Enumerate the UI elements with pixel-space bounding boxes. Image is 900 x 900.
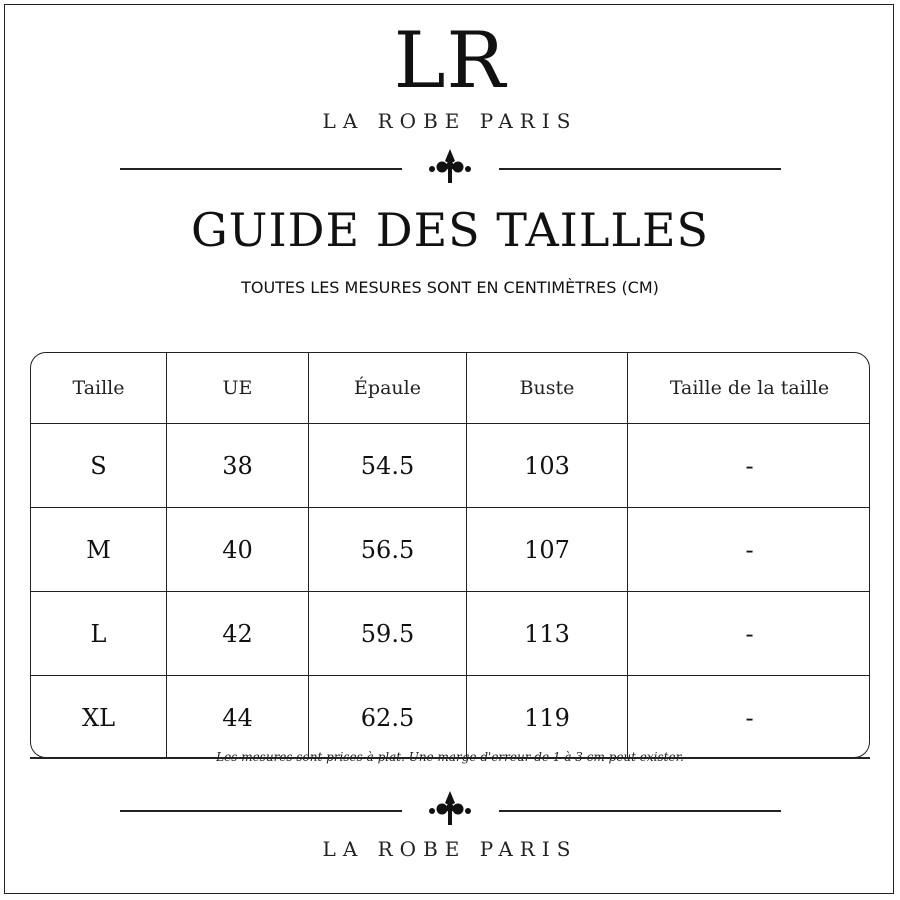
divider-line-right bbox=[499, 810, 781, 812]
divider-line-left bbox=[120, 810, 402, 812]
table-row bbox=[31, 591, 870, 675]
table-cell: 40 bbox=[166, 508, 308, 591]
table-cell: S bbox=[90, 451, 107, 480]
table-cell: L bbox=[90, 619, 107, 648]
header-cell-shoulder: Épaule bbox=[308, 353, 466, 423]
units-subtitle: TOUTES LES MESURES SONT EN CENTIMÈTRES (CM) bbox=[241, 278, 659, 297]
table-cell: 56.5 bbox=[308, 508, 466, 591]
brand-name-footer: LA ROBE PARIS bbox=[322, 837, 578, 861]
table-cell: 119 bbox=[466, 676, 627, 758]
table-cell: - bbox=[627, 592, 870, 675]
table-cell: - bbox=[627, 424, 870, 507]
header-cell-eu: UE bbox=[166, 353, 308, 423]
fleur-de-lis-icon bbox=[426, 149, 474, 189]
fleur-de-lis-icon bbox=[426, 791, 474, 831]
measurement-footnote: Les mesures sont prises à plat. Une marge d'erreur de 1 à 3 cm peut exister. bbox=[216, 750, 684, 764]
brand-monogram: LR bbox=[393, 16, 507, 106]
table-cell: 62.5 bbox=[308, 676, 466, 758]
table-cell: 42 bbox=[166, 592, 308, 675]
table-cell: 54.5 bbox=[308, 424, 466, 507]
table-cell: 103 bbox=[466, 424, 627, 507]
table-cell: - bbox=[627, 508, 870, 591]
table-cell: 44 bbox=[166, 676, 308, 758]
table-row bbox=[31, 675, 870, 758]
table-row bbox=[31, 423, 870, 507]
page-title: GUIDE DES TAILLES bbox=[190, 203, 710, 257]
size-chart-table bbox=[30, 352, 870, 758]
divider-line-right bbox=[499, 168, 781, 170]
table-header-row bbox=[31, 353, 870, 423]
table-cell: M bbox=[86, 535, 111, 564]
table-cell: 113 bbox=[466, 592, 627, 675]
header-cell-bust: Buste bbox=[466, 353, 627, 423]
brand-name-header: LA ROBE PARIS bbox=[322, 109, 578, 133]
ornament-divider-bottom bbox=[0, 791, 900, 831]
table-cell: 59.5 bbox=[308, 592, 466, 675]
ornament-divider-top bbox=[0, 149, 900, 189]
header-cell-size: Taille bbox=[72, 377, 125, 399]
table-row bbox=[31, 507, 870, 591]
table-cell: 107 bbox=[466, 508, 627, 591]
table-cell: XL bbox=[81, 703, 116, 732]
table-cell: - bbox=[627, 676, 870, 758]
header-cell-waist: Taille de la taille bbox=[627, 353, 870, 423]
divider-line-left bbox=[120, 168, 402, 170]
table-cell: 38 bbox=[166, 424, 308, 507]
